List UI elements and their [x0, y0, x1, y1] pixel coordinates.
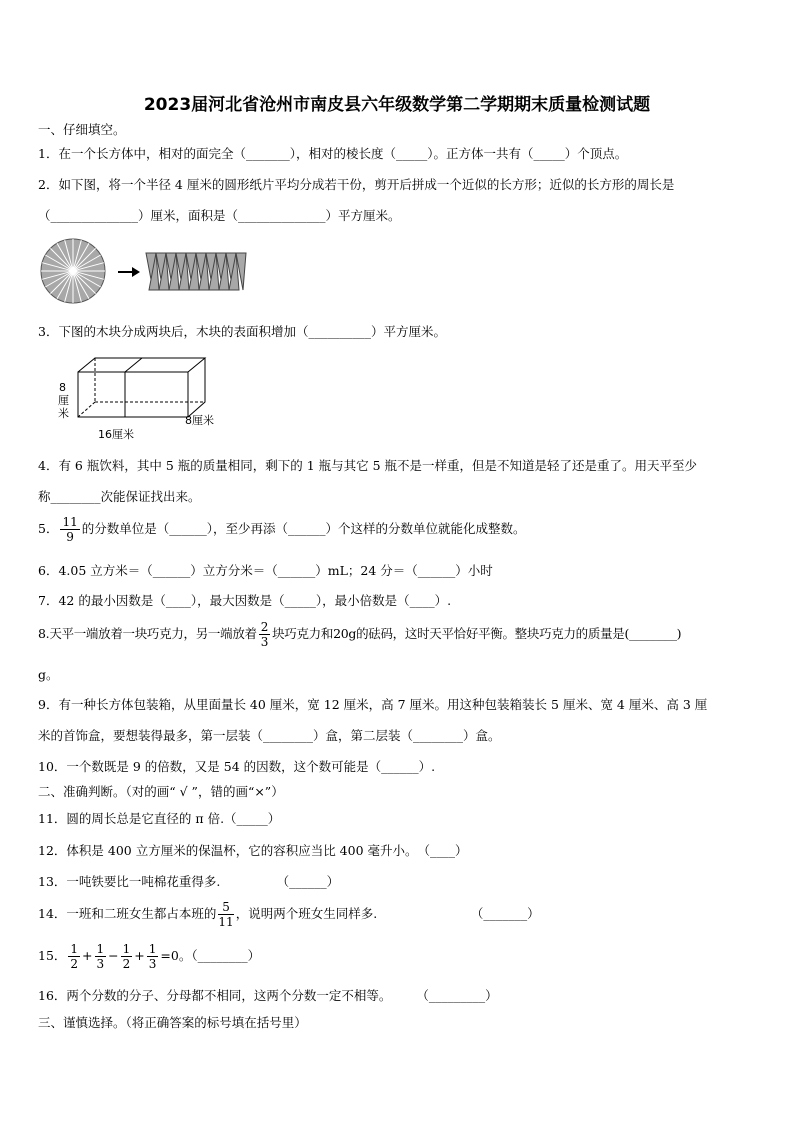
page-title: 2023届河北省沧州市南皮县六年级数学第二学期期末质量检测试题	[143, 95, 651, 115]
question-3: 3．下图的木块分成两块后，木块的表面积增加（__________）平方厘米。	[38, 324, 446, 339]
question-4-line-2: 称________次能保证找出来。	[38, 489, 201, 504]
fraction-5-11: $\frac{5}{11}$	[218, 900, 234, 929]
question-2-line-1: 2．如下图，将一个半径 4 厘米的圆形纸片平均分成若干份，剪开后拼成一个近似的长方形；近似的长方形的周长是	[38, 177, 675, 192]
question-9-line-1: 9．有一种长方体包装箱，从里面量长 40 厘米，宽 12 厘米，高 7 厘米。用这种包装箱装长 5 厘米、宽 4 厘米、高 3 厘	[38, 697, 708, 712]
question-11: 11．圆的周长总是它直径的 π 倍.（_____）	[38, 811, 281, 826]
section-heading-1: 一、仔细填空。	[38, 122, 126, 137]
question-10: 10．一个数既是 9 的倍数，又是 54 的因数，这个数可能是（______）.	[38, 759, 436, 774]
height-label-li: 厘	[58, 394, 69, 407]
question-8: 8.天平一端放着一块巧克力，另一端放着 $\frac{2}{3}$ 块巧克力和20g的砝码，这时天平恰好平衡。整块巧克力的质量是(________)	[38, 620, 682, 649]
question-12: 12．体积是 400 立方厘米的保温杯，它的容积应当比 400 毫升小。 （____）	[38, 843, 468, 858]
question-8-tail: g。	[38, 667, 59, 682]
question-15: 15． $\frac{1}{2}$ + $\frac{1}{3}$ − $\frac{1}{2}$ + $\frac{1}{3}$ =0。（________）	[38, 942, 261, 971]
question-1: 1．在一个长方体中，相对的面完全（_______），相对的棱长度（_____）。正方体一共有（_____）个顶点。	[38, 146, 628, 161]
height-label-mi: 米	[58, 407, 69, 420]
section-heading-2: 二、准确判断。（对的画“ √ ”，错的画“×”）	[38, 784, 284, 799]
section-heading-3: 三、谨慎选择。（将正确答案的标号填在括号里）	[38, 1015, 307, 1030]
fraction-2-3: $\frac{2}{3}$	[260, 620, 269, 649]
width-label: 8厘米	[185, 414, 214, 427]
question-6: 6．4.05 立方米＝（______）立方分米＝（______）mL；24 分＝（______）小时	[38, 563, 493, 578]
fraction-11-9: $\frac{11}{9}$	[62, 515, 78, 544]
question-13: 13．一吨铁要比一吨棉花重得多. （______）	[38, 874, 340, 889]
question-5: 5． $\frac{11}{9}$ 的分数单位是（______），至少再添（______）个这样的分数单位就能化成整数。	[38, 515, 526, 544]
question-14: 14．一班和二班女生都占本班的 $\frac{5}{11}$ ，说明两个班女生同样多. （_______）	[38, 900, 540, 929]
question-9-line-2: 米的首饰盒，要想装得最多，第一层装（________）盒，第二层装（________）盒。	[38, 728, 501, 743]
length-label: 16厘米	[98, 428, 134, 441]
question-2-line-2: （______________）厘米，面积是（______________）平方厘米。	[38, 208, 401, 223]
height-label-8: 8	[59, 381, 66, 394]
question-4-line-1: 4．有 6 瓶饮料，其中 5 瓶的质量相同，剩下的 1 瓶与其它 5 瓶不是一样重，但是不知道是轻了还是重了。用天平至少	[38, 458, 698, 473]
question-7: 7．42 的最小因数是（____），最大因数是（_____），最小倍数是（____）.	[38, 593, 452, 608]
question-16: 16．两个分数的分子、分母都不相同，这两个分数一定不相等。 （_________）	[38, 988, 498, 1003]
wooden-block-figure	[50, 350, 235, 445]
circle-to-rectangle-figure	[36, 238, 326, 308]
